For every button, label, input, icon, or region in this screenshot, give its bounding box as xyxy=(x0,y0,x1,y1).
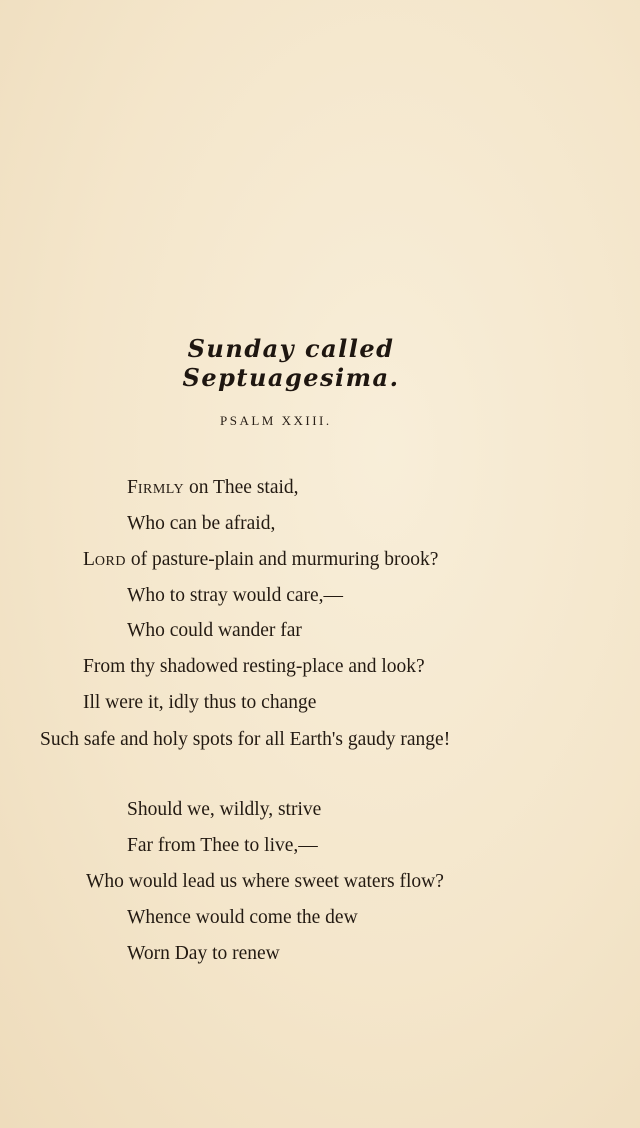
poem-line xyxy=(127,620,302,642)
line-text: on Thee staid, xyxy=(184,477,299,498)
line-text: Who can be afraid, xyxy=(127,513,276,534)
line-text: Should we, wildly, strive xyxy=(127,799,322,820)
poem-line xyxy=(127,835,318,857)
poem-line xyxy=(127,943,280,965)
line-text: Whence would come the dew xyxy=(127,907,358,928)
line-text: Who to stray would care,— xyxy=(127,585,344,606)
poem-line xyxy=(127,585,343,607)
small-caps: IRMLY xyxy=(137,482,185,497)
line-text: From thy shadowed resting-place and look? xyxy=(83,656,425,677)
page-title: Sunday called Septuagesima. xyxy=(182,334,400,392)
line-text: Such safe and holy spots for all Earth's gaudy range! xyxy=(40,729,451,750)
line-text: Who could wander far xyxy=(127,620,302,641)
initial-cap: F xyxy=(127,477,138,498)
line-text: of pasture-plain and murmuring brook? xyxy=(125,549,439,570)
poem-line xyxy=(83,549,438,571)
poem-line xyxy=(127,513,275,535)
poem-line xyxy=(86,871,444,893)
poem-line xyxy=(127,477,299,499)
poem-line xyxy=(40,729,450,751)
initial-cap: L xyxy=(83,549,95,570)
line-text: Far from Thee to live,— xyxy=(127,835,318,856)
line-text: Ill were it, idly thus to change xyxy=(83,692,317,713)
line-text: Worn Day to renew xyxy=(127,943,280,964)
small-caps: ORD xyxy=(94,554,126,569)
poem-line xyxy=(83,692,316,714)
poem-line xyxy=(83,656,425,678)
poem-line xyxy=(127,907,358,929)
poem-line xyxy=(127,799,321,821)
psalm-heading: PSALM XXIII. xyxy=(220,413,332,428)
line-text: Who would lead us where sweet waters flow? xyxy=(86,871,444,892)
